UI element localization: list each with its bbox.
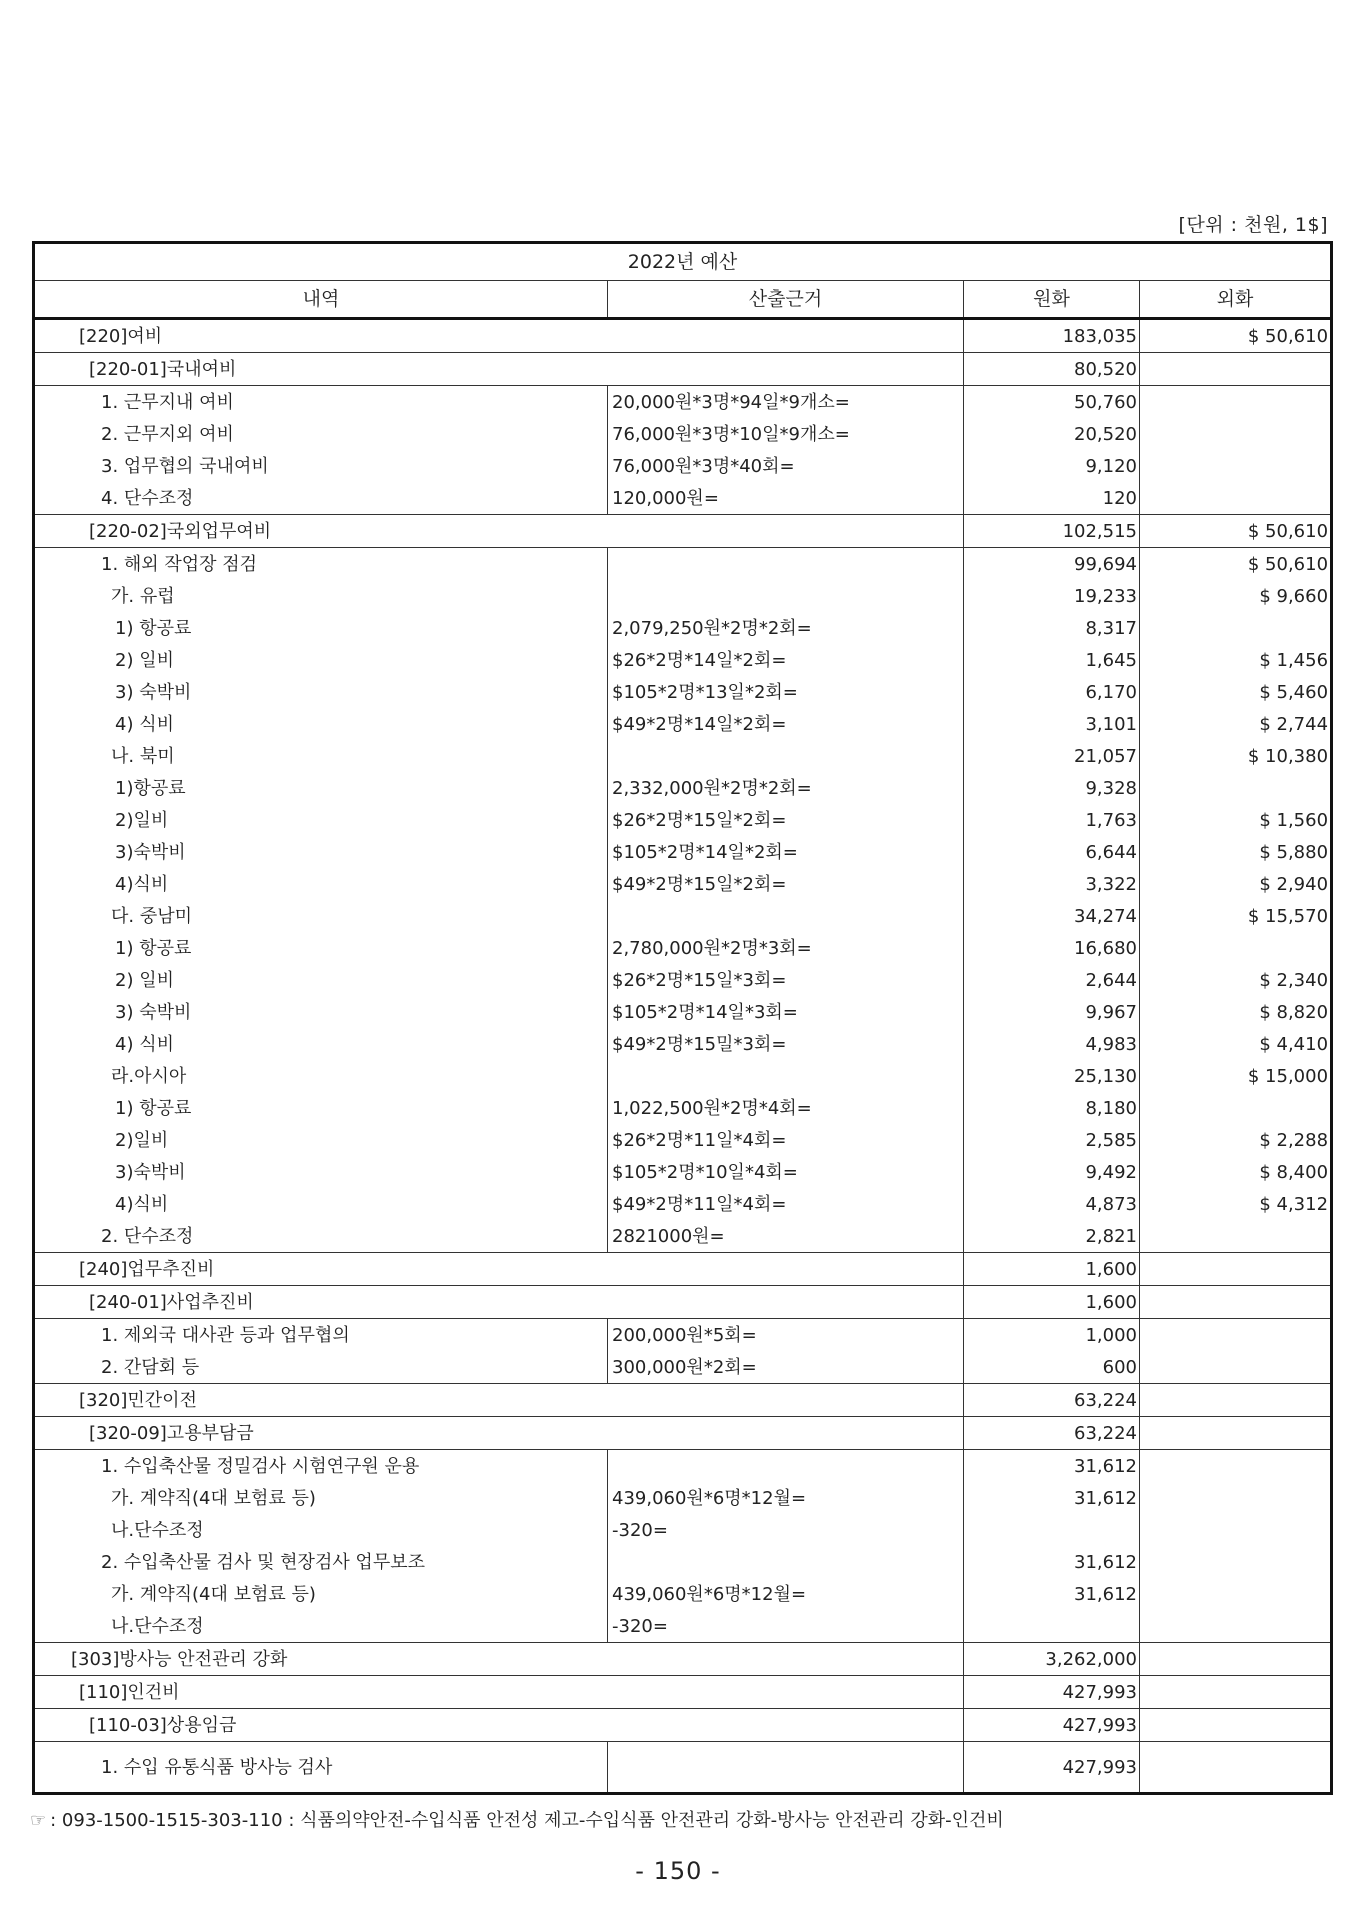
row-basis: $49*2명*11일*4회=	[608, 1188, 964, 1220]
row-krw: 31,612	[964, 1450, 1140, 1483]
row-basis: 2,079,250원*2명*2회=	[608, 612, 964, 644]
row-krw: 8,317	[964, 612, 1140, 644]
row-fx: $ 1,560	[1140, 804, 1332, 836]
row-item: [220-02]국외업무여비	[34, 515, 964, 548]
row-fx: $ 2,288	[1140, 1124, 1332, 1156]
row-item: 2. 단수조정	[34, 1220, 608, 1253]
budget-table-wrapper	[32, 241, 1330, 1795]
table-row	[34, 1124, 1332, 1156]
row-fx	[1140, 612, 1332, 644]
table-row	[34, 644, 1332, 676]
table-row	[34, 548, 1332, 581]
column-header-fx: 외화	[1140, 281, 1332, 319]
row-item: 라.아시아	[34, 1060, 608, 1092]
row-item: 4. 단수조정	[34, 482, 608, 515]
row-item: 2)일비	[34, 804, 608, 836]
row-krw: 2,644	[964, 964, 1140, 996]
row-fx	[1140, 1610, 1332, 1643]
row-krw: 31,612	[964, 1546, 1140, 1578]
row-item: 나.단수조정	[34, 1610, 608, 1643]
row-item: 1. 근무지내 여비	[34, 386, 608, 419]
row-basis: $26*2명*15일*3회=	[608, 964, 964, 996]
row-basis: $49*2명*14일*2회=	[608, 708, 964, 740]
row-basis	[608, 1546, 964, 1578]
row-item: 1. 제외국 대사관 등과 업무협의	[34, 1319, 608, 1352]
row-krw: 99,694	[964, 548, 1140, 581]
row-basis: $26*2명*15일*2회=	[608, 804, 964, 836]
table-group-row	[34, 1417, 1332, 1450]
row-krw: 34,274	[964, 900, 1140, 932]
table-row	[34, 868, 1332, 900]
row-fx	[1140, 1546, 1332, 1578]
row-item: 3)숙박비	[34, 1156, 608, 1188]
table-row	[34, 1482, 1332, 1514]
table-title: 2022년 예산	[34, 243, 1332, 281]
table-row	[34, 1092, 1332, 1124]
column-header-basis: 산출근거	[608, 281, 964, 319]
row-krw: 4,983	[964, 1028, 1140, 1060]
table-row	[34, 996, 1332, 1028]
row-krw: 3,101	[964, 708, 1140, 740]
row-krw: 102,515	[964, 515, 1140, 548]
row-item: 4)식비	[34, 1188, 608, 1220]
row-item: [220-01]국내여비	[34, 353, 964, 386]
row-krw: 6,170	[964, 676, 1140, 708]
row-basis: 76,000원*3명*10일*9개소=	[608, 418, 964, 450]
row-basis: 120,000원=	[608, 482, 964, 515]
row-krw: 427,993	[964, 1676, 1140, 1709]
table-group-row	[34, 1709, 1332, 1742]
row-item: 다. 중남미	[34, 900, 608, 932]
row-fx	[1140, 1482, 1332, 1514]
row-item: 2)일비	[34, 1124, 608, 1156]
row-fx: $ 2,340	[1140, 964, 1332, 996]
table-row	[34, 708, 1332, 740]
row-basis: $49*2명*15일*2회=	[608, 868, 964, 900]
row-item: 4)식비	[34, 868, 608, 900]
row-krw: 20,520	[964, 418, 1140, 450]
table-group-row	[34, 1643, 1332, 1676]
row-krw: 50,760	[964, 386, 1140, 419]
row-basis	[608, 580, 964, 612]
row-krw: 80,520	[964, 353, 1140, 386]
row-krw: 600	[964, 1351, 1140, 1384]
row-basis: $105*2명*13일*2회=	[608, 676, 964, 708]
row-krw: 25,130	[964, 1060, 1140, 1092]
row-krw: 63,224	[964, 1384, 1140, 1417]
row-fx	[1140, 1676, 1332, 1709]
row-basis: $26*2명*14일*2회=	[608, 644, 964, 676]
row-fx	[1140, 1319, 1332, 1352]
row-basis: 200,000원*5회=	[608, 1319, 964, 1352]
row-basis: 76,000원*3명*40회=	[608, 450, 964, 482]
table-group-row	[34, 1253, 1332, 1286]
row-fx	[1140, 1417, 1332, 1450]
row-fx: $ 2,940	[1140, 868, 1332, 900]
row-basis: -320=	[608, 1514, 964, 1546]
row-fx	[1140, 1709, 1332, 1742]
row-basis: $26*2명*11일*4회=	[608, 1124, 964, 1156]
row-basis: 1,022,500원*2명*4회=	[608, 1092, 964, 1124]
row-item: 4) 식비	[34, 708, 608, 740]
row-krw: 120	[964, 482, 1140, 515]
row-basis	[608, 1060, 964, 1092]
row-item: 나. 북미	[34, 740, 608, 772]
row-krw: 19,233	[964, 580, 1140, 612]
row-fx	[1140, 1643, 1332, 1676]
row-fx: $ 8,820	[1140, 996, 1332, 1028]
table-row	[34, 1546, 1332, 1578]
row-item: [110]인건비	[34, 1676, 964, 1709]
row-krw: 63,224	[964, 1417, 1140, 1450]
row-fx: $ 4,312	[1140, 1188, 1332, 1220]
row-krw: 6,644	[964, 836, 1140, 868]
row-basis: $105*2명*14일*3회=	[608, 996, 964, 1028]
row-basis: $105*2명*14일*2회=	[608, 836, 964, 868]
row-krw: 9,967	[964, 996, 1140, 1028]
table-row	[34, 450, 1332, 482]
budget-table	[32, 241, 1333, 1795]
table-row	[34, 482, 1332, 515]
row-item: [303]방사능 안전관리 강화	[34, 1643, 964, 1676]
row-basis: 2,780,000원*2명*3회=	[608, 932, 964, 964]
row-item: 나.단수조정	[34, 1514, 608, 1546]
row-fx: $ 15,000	[1140, 1060, 1332, 1092]
table-group-row	[34, 1286, 1332, 1319]
row-krw: 1,645	[964, 644, 1140, 676]
unit-label: [단위 : 천원, 1$]	[1178, 214, 1328, 236]
table-row	[34, 1060, 1332, 1092]
row-fx	[1140, 1514, 1332, 1546]
row-item: 4) 식비	[34, 1028, 608, 1060]
row-fx: $ 1,456	[1140, 644, 1332, 676]
table-group-row	[34, 319, 1332, 353]
table-row	[34, 1351, 1332, 1384]
row-fx	[1140, 1220, 1332, 1253]
row-krw: 183,035	[964, 319, 1140, 353]
row-krw: 21,057	[964, 740, 1140, 772]
row-basis: 2,332,000원*2명*2회=	[608, 772, 964, 804]
table-row	[34, 932, 1332, 964]
table-row	[34, 1188, 1332, 1220]
row-fx	[1140, 418, 1332, 450]
row-krw: 9,120	[964, 450, 1140, 482]
table-group-row	[34, 353, 1332, 386]
row-basis: 20,000원*3명*94일*9개소=	[608, 386, 964, 419]
table-row	[34, 1450, 1332, 1483]
row-krw: 9,492	[964, 1156, 1140, 1188]
table-row	[34, 1319, 1332, 1352]
row-item: 3) 숙박비	[34, 676, 608, 708]
row-fx	[1140, 1092, 1332, 1124]
row-krw: 8,180	[964, 1092, 1140, 1124]
row-basis	[608, 740, 964, 772]
row-fx	[1140, 1450, 1332, 1483]
row-fx	[1140, 1742, 1332, 1794]
row-krw: 16,680	[964, 932, 1140, 964]
row-fx	[1140, 450, 1332, 482]
table-row	[34, 836, 1332, 868]
row-item: 1) 항공료	[34, 612, 608, 644]
row-item: 가. 계약직(4대 보험료 등)	[34, 1578, 608, 1610]
row-item: 2) 일비	[34, 964, 608, 996]
table-row	[34, 1156, 1332, 1188]
table-row	[34, 1028, 1332, 1060]
row-basis: 2821000원=	[608, 1220, 964, 1253]
row-fx	[1140, 1286, 1332, 1319]
row-item: 1. 해외 작업장 점검	[34, 548, 608, 581]
row-fx: $ 50,610	[1140, 515, 1332, 548]
row-item: 3)숙박비	[34, 836, 608, 868]
table-row	[34, 1578, 1332, 1610]
row-krw: 2,585	[964, 1124, 1140, 1156]
row-fx: $ 9,660	[1140, 580, 1332, 612]
row-krw	[964, 1610, 1140, 1643]
row-krw: 1,600	[964, 1286, 1140, 1319]
row-item: 3) 숙박비	[34, 996, 608, 1028]
row-fx: $ 50,610	[1140, 319, 1332, 353]
row-fx	[1140, 1351, 1332, 1384]
table-row	[34, 676, 1332, 708]
row-item: [220]여비	[34, 319, 964, 353]
table-row	[34, 1742, 1332, 1794]
row-krw	[964, 1514, 1140, 1546]
row-item: 1) 항공료	[34, 1092, 608, 1124]
row-fx: $ 10,380	[1140, 740, 1332, 772]
row-item: [320-09]고용부담금	[34, 1417, 964, 1450]
row-item: [320]민간이전	[34, 1384, 964, 1417]
row-fx	[1140, 1384, 1332, 1417]
row-krw: 4,873	[964, 1188, 1140, 1220]
table-row	[34, 612, 1332, 644]
footnote-text: : 093-1500-1515-303-110 : 식품의약안전-수입식품 안전성 제고-수입식품 안전관리 강화-방사능 안전관리 강화-인건비	[50, 1810, 1004, 1831]
table-group-row	[34, 1676, 1332, 1709]
row-fx	[1140, 932, 1332, 964]
row-fx: $ 5,880	[1140, 836, 1332, 868]
row-krw: 3,262,000	[964, 1643, 1140, 1676]
column-header-krw: 원화	[964, 281, 1140, 319]
row-basis: $49*2명*15밀*3회=	[608, 1028, 964, 1060]
row-basis	[608, 548, 964, 581]
table-row	[34, 964, 1332, 996]
row-fx	[1140, 482, 1332, 515]
table-row	[34, 418, 1332, 450]
pointing-hand-icon: ☞	[30, 1810, 47, 1831]
row-item: [240]업무추진비	[34, 1253, 964, 1286]
row-fx: $ 50,610	[1140, 548, 1332, 581]
table-group-row	[34, 515, 1332, 548]
row-item: 2. 근무지외 여비	[34, 418, 608, 450]
row-krw: 31,612	[964, 1578, 1140, 1610]
row-item: 1)항공료	[34, 772, 608, 804]
row-krw: 31,612	[964, 1482, 1140, 1514]
row-item: 2. 간담회 등	[34, 1351, 608, 1384]
row-fx	[1140, 386, 1332, 419]
row-fx: $ 2,744	[1140, 708, 1332, 740]
row-fx: $ 5,460	[1140, 676, 1332, 708]
row-fx	[1140, 772, 1332, 804]
row-item: 가. 유럽	[34, 580, 608, 612]
row-fx	[1140, 1578, 1332, 1610]
row-basis: 300,000원*2회=	[608, 1351, 964, 1384]
row-krw: 1,763	[964, 804, 1140, 836]
row-fx: $ 15,570	[1140, 900, 1332, 932]
row-krw: 9,328	[964, 772, 1140, 804]
table-row	[34, 772, 1332, 804]
page-number: - 150 -	[635, 1857, 721, 1885]
row-basis	[608, 900, 964, 932]
row-basis: 439,060원*6명*12월=	[608, 1482, 964, 1514]
table-row	[34, 804, 1332, 836]
table-row	[34, 1514, 1332, 1546]
row-item: 1) 항공료	[34, 932, 608, 964]
row-fx	[1140, 1253, 1332, 1286]
table-body	[34, 319, 1332, 1794]
table-row	[34, 580, 1332, 612]
row-item: [240-01]사업추진비	[34, 1286, 964, 1319]
row-krw: 3,322	[964, 868, 1140, 900]
row-basis	[608, 1742, 964, 1794]
row-item: 2) 일비	[34, 644, 608, 676]
column-header-item: 내역	[34, 281, 608, 319]
row-item: 1. 수입 유통식품 방사능 검사	[34, 1742, 608, 1794]
table-row	[34, 1220, 1332, 1253]
table-row	[34, 900, 1332, 932]
row-krw: 1,000	[964, 1319, 1140, 1352]
row-krw: 427,993	[964, 1709, 1140, 1742]
row-basis: -320=	[608, 1610, 964, 1643]
row-item: [110-03]상용임금	[34, 1709, 964, 1742]
row-item: 2. 수입축산물 검사 및 현장검사 업무보조	[34, 1546, 608, 1578]
row-fx	[1140, 353, 1332, 386]
row-item: 3. 업무협의 국내여비	[34, 450, 608, 482]
row-item: 가. 계약직(4대 보험료 등)	[34, 1482, 608, 1514]
footnote	[30, 1806, 1004, 1832]
table-row	[34, 1610, 1332, 1643]
row-basis	[608, 1450, 964, 1483]
row-krw: 427,993	[964, 1742, 1140, 1794]
table-group-row	[34, 1384, 1332, 1417]
row-fx: $ 4,410	[1140, 1028, 1332, 1060]
row-krw: 1,600	[964, 1253, 1140, 1286]
table-row	[34, 386, 1332, 419]
table-row	[34, 740, 1332, 772]
row-basis: $105*2명*10일*4회=	[608, 1156, 964, 1188]
row-krw: 2,821	[964, 1220, 1140, 1253]
row-basis: 439,060원*6명*12월=	[608, 1578, 964, 1610]
row-item: 1. 수입축산물 정밀검사 시험연구원 운용	[34, 1450, 608, 1483]
row-fx: $ 8,400	[1140, 1156, 1332, 1188]
